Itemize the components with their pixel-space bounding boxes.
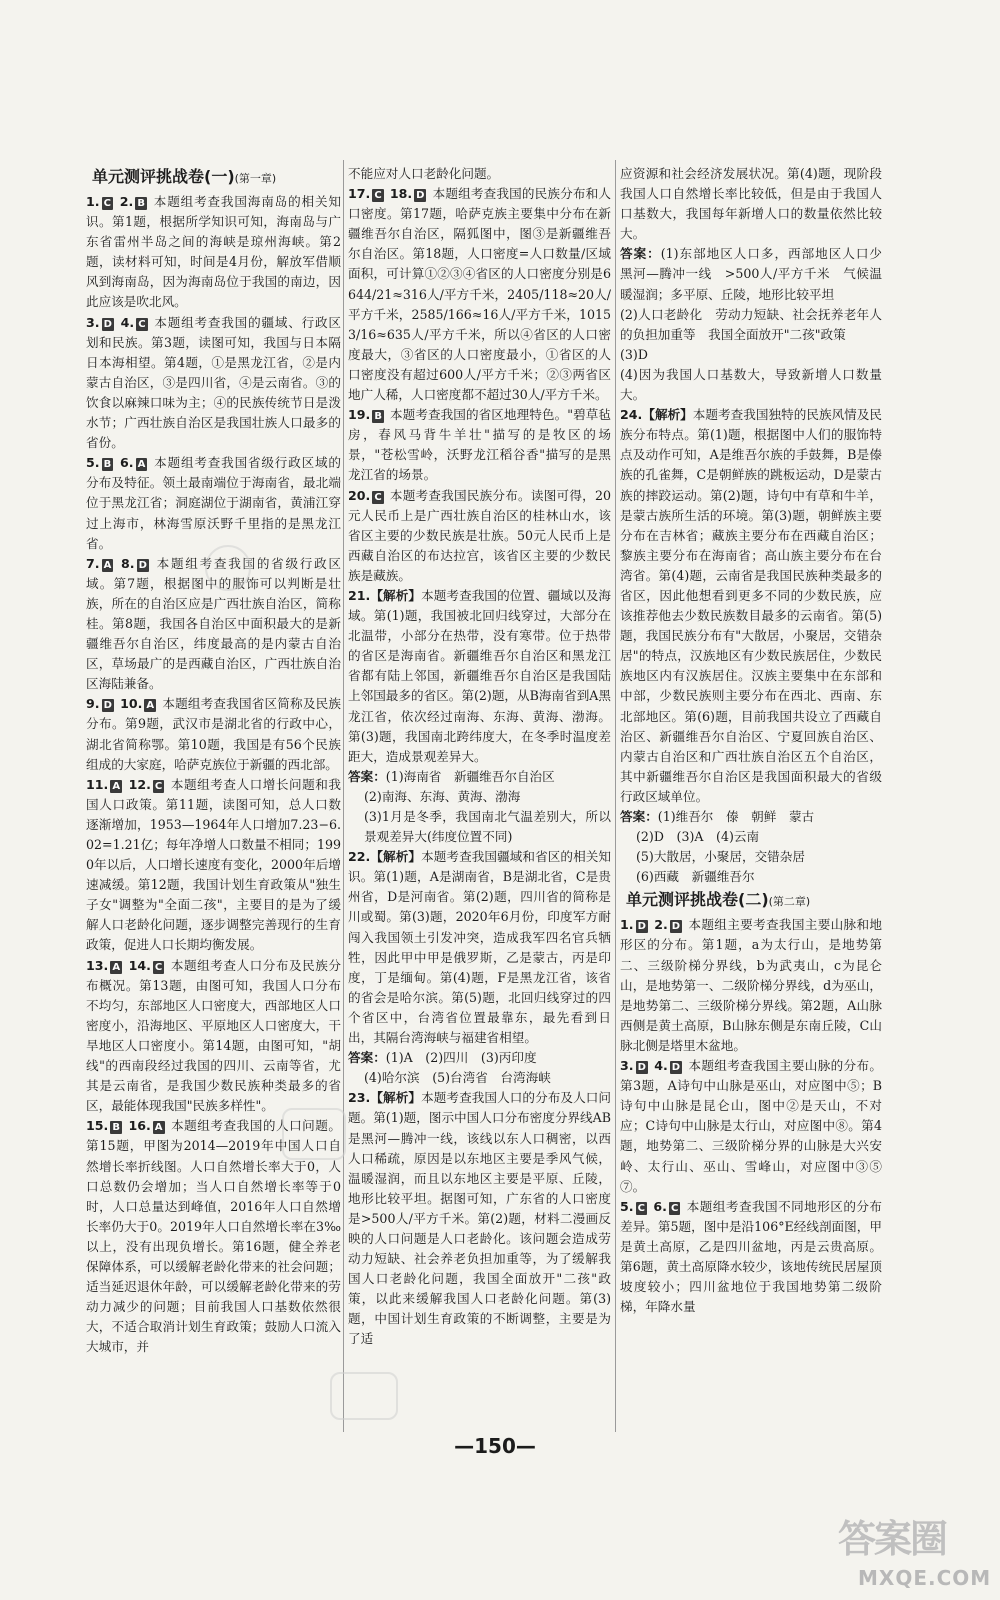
question-analysis (620, 405, 882, 807)
answer-text: (3)1月是冬季，我国南北气温差别大，所以景观差异大(纬度位置不同) (364, 809, 611, 845)
answer-choice-badge: C (154, 961, 163, 973)
answer-text: (1)海南省 新疆维吾尔自治区 (385, 768, 555, 784)
answer-choice-badge: D (637, 921, 646, 933)
analysis-text: 本题考查我国人口的分布及人口问题。第(1)题，图示中国人口分布密度分界线AB是黑河—腾冲一线，该线以东人口稠密，以西人口稀疏，原因是以东地区主要是季风气候，温暖湿润，而且以东地区主要是平原、丘陵，地形比较平坦。据图可知，广东省的人口密度是>500人/平方千米。第(2)题，材料二漫画反映的人口问题是人口老龄化。该问题会造成劳动力短缺、社会养老负担加重等，为了缓解我国人口老龄化问题，我国全面放开"二孩"政策，以此来缓解我国人口老龄化问题。第(3)题，中国计划生育政策的不断调整，主要是为了适 (348, 1090, 612, 1347)
answer-block (348, 1048, 611, 1088)
answer-choice-badge: D (637, 1062, 646, 1074)
explanation-text: 本题考查我国的省区地理特色。"碧草毡房，春风马背牛羊壮"描写的是牧区的场景，"苍松雪岭，沃野龙江稻谷香"描写的是黑龙江省的场景。 (348, 407, 611, 483)
question-explanation (620, 1056, 882, 1197)
question-explanation (86, 956, 341, 1117)
question-explanation (348, 184, 611, 405)
answer-text: (4)因为我国人口基数大，导致新增人口数量大。 (620, 366, 882, 403)
answer-choice-badge: D (103, 700, 112, 712)
answer-choice-badge: A (137, 459, 146, 471)
answer-line (348, 1068, 611, 1088)
answer-text: (2)南海、东海、黄海、渤海 (364, 788, 521, 804)
question-explanation (348, 486, 611, 586)
question-explanation (86, 313, 341, 454)
question-number: 10. (120, 696, 143, 712)
answer-label: 答案： (348, 768, 386, 784)
answer-choice-badge: A (112, 780, 121, 792)
answer-text: (3)D (620, 346, 648, 362)
analysis-tag: 【解析】 (642, 407, 693, 423)
answer-block (620, 244, 895, 405)
answer-choice-badge: C (670, 1202, 679, 1214)
column-3 (620, 164, 895, 1317)
question-number: 20. (348, 487, 371, 503)
answer-line (620, 867, 882, 887)
question-analysis (348, 847, 611, 1048)
answer-choice-badge: C (103, 198, 111, 209)
answer-choice-badge: D (138, 559, 147, 571)
answer-text: (4)哈尔滨 (5)台湾省 台湾海峡 (364, 1070, 551, 1086)
explanation-text: 本题考查我国民族分布。读图可得，20元人民币上是广西壮族自治区的桂林山水，该省区主要的少数民族是壮族。50元人民币上是西藏自治区的布达拉宫，该省区主要的少数民族是藏族。 (348, 487, 611, 583)
answer-line (620, 365, 882, 405)
question-explanation (620, 915, 882, 1056)
answer-text: (2)人口老龄化 劳动力短缺、社会抚养老年人的负担加重等 我国全面放开"二孩"政策 (620, 306, 882, 342)
explanation-text: 本题组考查我国海南岛的相关知识。第1题，根据所学知识可知，海南岛与广东省雷州半岛之间的海峡是琼州海峡。第2题，读材料可知，时间是4月份，解放军借顺风到海南岛，因为海南岛位于我国的南边，因此应该是吹北风。 (86, 194, 341, 310)
question-number: 4. (654, 1058, 668, 1074)
faint-stamp-icon (282, 1108, 346, 1160)
question-number: 2. (654, 917, 668, 933)
question-number: 9. (86, 696, 100, 712)
explanation-text: 本题组考查人口增长问题和我国人口政策。第11题，读图可知，总人口数逐渐增加，1953—1964年人口增加7.23−6.02=1.21亿；每年净增人口数量不相同；1990年以后，人口增长速度有变化，2000年后增速减缓。第12题，我国计划生育政策从"独生子女"调整为"全面二孩"，主要目的是为了缓解人口老龄化问题，逐步调整完善现行的生育政策，促进人口长期均衡发展。 (86, 776, 341, 953)
question-number: 15. (86, 1118, 109, 1134)
analysis-tag: 【解析】 (370, 1090, 422, 1106)
column-2 (348, 164, 611, 1350)
section-title-chapter: (第二章) (768, 895, 811, 909)
answer-choice-badge: A (103, 559, 112, 571)
explanation-text: 本题组主要考查我国主要山脉和地形区的分布。第1题，a为太行山，是地势第二、三级阶梯分界线，b为武夷山，c为昆仑山，是地势第一、二级阶梯分界线，d为巫山，是地势第二、三级阶梯分界线。第2题，A山脉西侧是黄土高原，B山脉东侧是东南丘陵，C山脉北侧是塔里木盆地。 (620, 917, 882, 1053)
watermark-logo: 答案圈 (838, 1517, 947, 1561)
faint-stamp-icon (330, 1372, 398, 1420)
explanation-text: 本题组考查我国省级行政区域的分布及特征。领土最南端位于海南省，最北端位于黑龙江省；洞庭湖位于湖南省，黄浦江穿过上海市，林海雪原沃野千里指的是黑龙江省。 (86, 455, 342, 551)
section-title (626, 889, 882, 913)
answer-choice-badge: B (112, 1122, 120, 1134)
analysis-text: 本题考查我国疆域和省区的相关知识。第(1)题，A是湖南省，B是湖北省，C是贵州省，D是河南省。第(2)题，四川省的简称是川或蜀。第(3)题，2020年6月份，印度军方耐闯入我国领土引发冲突，造成我军四名官兵牺牲，因此甲中甲是俄罗斯，乙是蒙古，丙是印度，丁是缅甸。第(4)题，F是黑龙江省，该省的省会是哈尔滨。第(5)题，北回归线穿过的四个省区中，台湾省位置最靠东，最先看到日出，其隔台湾海峡与福建省相望。 (348, 849, 612, 1046)
column-1 (86, 164, 341, 1357)
question-number: 24. (620, 407, 643, 423)
explanation-text: 本题组考查人口分布及民族分布概况。第13题，由图可知，我国人口分布不均匀，东部地区人口密度大，西部地区人口密度小，沿海地区、平原地区人口密度大，干旱地区人口密度小。第14题，由图可知，"胡线"的西南段经过我国的四川、云南等省，尤其是云南省，是我国少数民族种类最多的省区，最能体现我国"民族多样性"。 (86, 957, 341, 1114)
answer-choice-badge: C (154, 780, 163, 792)
answer-choice-badge: A (146, 700, 155, 712)
answer-choice-badge: D (416, 190, 425, 202)
analysis-tag: 【解析】 (370, 849, 422, 865)
explanation-text: 本题组考查我国不同地形区的分布差异。第5题，图中是沿106°E经线剖面图，甲是黄土高原，乙是四川盆地，丙是云贵高原。第6题，黄土高原降水较少，该地传统民居屋顶坡度较小；四川盆地位于我国地势第二级阶梯，年降水量 (620, 1198, 882, 1315)
answer-block (620, 807, 882, 887)
question-number: 22. (348, 849, 371, 865)
answer-choice-badge: C (138, 318, 146, 330)
question-number: 4. (120, 314, 135, 330)
answer-choice-badge: C (374, 491, 382, 503)
answer-line (348, 767, 611, 787)
continued-text: 应资源和社会经济发展状况。第(4)题，现阶段我国人口自然增长率比较低，但是由于我国人口基数大，我国每年新增人口的数量依然比较大。 (620, 166, 882, 242)
answer-line (348, 787, 611, 807)
answer-line (620, 244, 895, 304)
question-explanation (86, 192, 341, 313)
answer-choice-badge: D (671, 1062, 681, 1074)
question-number: 8. (121, 555, 135, 571)
question-number: 6. (653, 1198, 667, 1214)
page-number: —150— (454, 1434, 536, 1458)
question-explanation (86, 775, 341, 956)
question-number: 17. (348, 186, 371, 202)
explanation-text: 本题组考查我国的人口问题。第15题，甲图为2014—2019年中国人口自然增长率折线图。人口自然增长率大于0，人口总数仍会增加；当人口自然增长率等于0时，人口总量达到峰值，2016年人口自然增长率仍大于0。2019年人口自然增长率在3‰以上，没有出现负增长。第16题，健全养老保障体系，可以缓解老龄化带来的社会问题；适当延迟退休年龄，可以缓解老龄化带来的劳动力减少的问题；目前我国人口基数依然很大，不适合取消计划生育政策；鼓励人口流入大城市，并 (86, 1118, 341, 1355)
question-number: 13. (86, 957, 109, 973)
answer-text: (6)西藏 新疆维吾尔 (636, 869, 755, 885)
question-number: 3. (620, 1058, 634, 1074)
section-title-text: 单元测评挑战卷(二) (626, 890, 769, 910)
section-title (92, 166, 341, 190)
question-explanation (86, 453, 341, 553)
question-number: 21. (348, 587, 371, 603)
question-analysis (348, 1088, 611, 1349)
question-number: 16. (128, 1118, 151, 1134)
question-number: 5. (620, 1198, 634, 1214)
answer-label: 答案： (620, 246, 661, 262)
answer-line (348, 1048, 611, 1068)
answer-line (620, 847, 882, 867)
answer-line (620, 345, 882, 365)
column-divider (343, 160, 344, 1432)
question-number: 18. (389, 186, 413, 202)
answer-choice-badge: A (112, 961, 121, 973)
analysis-text: 本题考查我国独特的民族风情及民族分布特点。第(1)题，根据图中人们的服饰特点及动作可知，A是维吾尔族的手鼓舞，B是傣族的孔雀舞，C是朝鲜族的跳板运动，D是蒙古族的摔跤运动。第(2)题，诗句中有草和牛羊，是蒙古族所生活的环境。第(3)题，朝鲜族主要分布在吉林省；藏族主要分布在西藏自治区；黎族主要分布在海南省；高山族主要分布在台湾省。第(4)题，云南省是我国民族种类最多的省区，因此他想看到更多不同的少数民族，应该推荐他去少数民族数目最多的云南省。第(5)题，我国民族分布有"大散居，小聚居，交错杂居"的特点，汉族地区有少数民族居住，少数民族地区内有汉族居住。汉族主要集中在东部和中部，少数民族则主要分布在西北、西南、东北部地区。第(6)题，目前我国共设立了西藏自治区、新疆维吾尔自治区、宁夏回族自治区、内蒙古自治区和广西壮族自治区五个自治区，其中新疆维吾尔自治区是我国面积最大的省级行政区域单位。 (620, 407, 883, 804)
watermark-url: MXQE.COM (858, 1566, 992, 1590)
answer-choice-badge: A (154, 1122, 163, 1134)
question-number: 6. (120, 455, 134, 471)
answer-label: 答案： (620, 809, 658, 824)
explanation-text: 本题组考查我国的疆域、行政区划和民族。第3题，读图可知，我国与日本隔日本海相望。第4题，①是黑龙江省，②是内蒙古自治区，③是四川省，④是云南省。③的饮食以麻辣口味为主；④的民族传统节日是泼水节；广西壮族自治区是我国壮族人口最多的省份。 (86, 314, 341, 451)
column-divider (615, 160, 616, 1432)
explanation-text: 本题组考查我国省区简称及民族分布。第9题，武汉市是湖北省的行政中心，湖北省简称鄂。第10题，我国是有56个民族组成的大家庭，哈萨克族位于新疆的西北部。 (86, 696, 341, 772)
question-analysis (348, 586, 611, 767)
question-number: 12. (128, 776, 151, 792)
answer-block (348, 767, 611, 847)
answer-choice-badge: B (137, 198, 145, 209)
section-title-chapter: (第一章) (234, 172, 277, 185)
answer-line (348, 807, 611, 847)
question-explanation (348, 405, 611, 485)
question-number: 5. (86, 455, 100, 471)
answer-choice-badge: D (103, 318, 112, 330)
answer-choice-badge: C (374, 190, 382, 202)
answer-line (620, 807, 882, 827)
question-number: 14. (128, 957, 151, 973)
analysis-text: 本题考查我国的位置、疆域以及海域。第(1)题，我国被北回归线穿过，大部分在北温带，小部分在热带，没有寒带。位于热带的省区是海南省。新疆维吾尔自治区和黑龙江省都有陆上邻国，新疆维吾尔自治区是我国陆上邻国最多的省区。第(2)题，从B海南省到A黑龙江省，依次经过南海、东海、黄海、渤海。第(3)题，我国南北跨纬度大，在冬季时温度差距大，造成景观差异大。 (348, 587, 612, 764)
answer-label: 答案： (348, 1050, 386, 1066)
explanation-text: 本题组考查我国的民族分布和人口密度。第17题，哈萨克族主要集中分布在新疆维吾尔自治区，隔狐图中，图③是新疆维吾尔自治区。第18题，人口密度=人口数量/区域面积，可计算①②③④省区的人口密度分别是6644/21≈316人/平方千米，2405/118≈20人/平方千米，2585/166≈16人/平方千米，10153/16≈635人/平方千米，所以④省区的人口密度最大，③省区的人口密度最小，①省区的人口密度没有超过600人/平方千米；②③两省区地广人稀，人口密度都不超过30人/平方千米。 (348, 186, 611, 403)
answer-text: (1)东部地区人口多，西部地区人口少 黑河—腾冲一线 >500人/平方千米 气候温暖湿润；多平原、丘陵，地形比较平坦 (620, 246, 895, 302)
answer-choice-badge: B (374, 411, 382, 423)
explanation-text: 本题组考查我国的省级行政区域。第7题，根据图中的服饰可以判断是壮族，所在的自治区应是广西壮族自治区，简称桂。第8题，我国各自治区中面积最大的是新疆维吾尔自治区，纬度最高的是内蒙古自治区，草场最广的是西藏自治区，广西壮族自治区海陆兼备。 (86, 555, 341, 692)
answer-text: (1)维吾尔 傣 朝鲜 蒙古 (657, 809, 815, 824)
question-number: 23. (348, 1090, 371, 1106)
question-number: 7. (86, 555, 100, 571)
continued-text: 不能应对人口老龄化问题。 (348, 166, 500, 181)
question-number: 19. (348, 407, 371, 423)
answer-line (620, 305, 882, 345)
analysis-tag: 【解析】 (370, 587, 422, 603)
question-number: 2. (119, 194, 134, 209)
answer-choice-badge: D (671, 921, 681, 933)
question-number: 11. (86, 776, 109, 792)
question-number: 3. (86, 314, 100, 330)
question-explanation (620, 1197, 882, 1318)
answer-text: (2)D (3)A (4)云南 (636, 829, 760, 845)
question-explanation (86, 694, 341, 774)
faint-stamp-icon (205, 545, 251, 591)
section-title-text: 单元测评挑战卷(一) (92, 167, 235, 186)
answer-choice-badge: C (637, 1202, 645, 1214)
answer-line (620, 827, 882, 847)
answer-choice-badge: B (103, 459, 112, 471)
question-number: 1. (86, 194, 100, 209)
question-number: 1. (620, 917, 634, 933)
answer-text: (5)大散居，小聚居，交错杂居 (636, 849, 805, 865)
explanation-text: 本题组考查我国主要山脉的分布。第3题，A诗句中山脉是巫山，对应图中⑤；B诗句中山脉是昆仑山，图中②是天山，不对应；C诗句中山脉是太行山，对应图中⑧。第4题，地势第二、三级阶梯分界的山脉是大兴安岭、太行山、巫山、雪峰山，对应图中③⑤⑦。 (620, 1058, 882, 1194)
answer-text: (1)A (2)四川 (3)丙印度 (385, 1050, 537, 1066)
